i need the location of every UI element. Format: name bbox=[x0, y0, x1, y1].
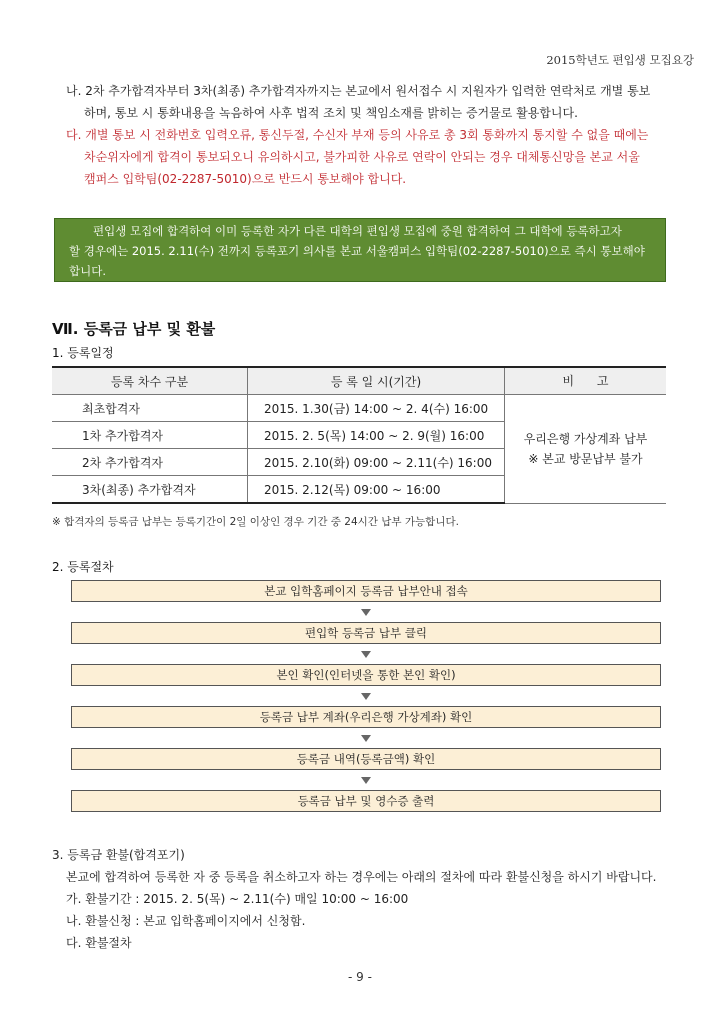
down-arrow-icon bbox=[71, 686, 661, 706]
notice-line-3: 합니다. bbox=[69, 264, 106, 278]
down-arrow-icon bbox=[71, 770, 661, 790]
round-cell: 최초합격자 bbox=[52, 395, 248, 422]
procedure-steps bbox=[71, 580, 661, 812]
refund-section bbox=[52, 844, 692, 954]
page-number: - 9 - bbox=[348, 970, 372, 984]
note-da-line-1: 다. 개별 통보 시 전화번호 입력오류, 통신두절, 수신자 부재 등의 사유로 총 3회 통화까지 통지할 수 없을 때에는 bbox=[66, 128, 649, 142]
refund-item-procedure: 다. 환불절차 bbox=[66, 936, 132, 950]
schedule-subtitle: 1. 등록일정 bbox=[52, 346, 114, 360]
refund-item-apply: 나. 환불신청 : 본교 입학홈페이지에서 신청함. bbox=[66, 914, 306, 928]
procedure-step-4: 등록금 납부 계좌(우리은행 가상계좌) 확인 bbox=[71, 706, 661, 728]
header-period: 등 록 일 시(기간) bbox=[248, 367, 505, 395]
schedule-footnote: ※ 합격자의 등록금 납부는 등록기간이 2일 이상인 경우 기간 중 24시간 납부 가능합니다. bbox=[52, 516, 459, 528]
note-na bbox=[66, 80, 686, 124]
schedule-header-row bbox=[52, 367, 666, 395]
section-title: Ⅶ. 등록금 납부 및 환불 bbox=[52, 320, 216, 338]
procedure-step-3: 본인 확인(인터넷을 통한 본인 확인) bbox=[71, 664, 661, 686]
header-round: 등록 차수 구분 bbox=[52, 367, 248, 395]
remark-line-1: 우리은행 가상계좌 납부 bbox=[523, 431, 648, 446]
down-arrow-icon bbox=[71, 728, 661, 748]
down-arrow-icon bbox=[71, 602, 661, 622]
schedule-table bbox=[52, 366, 666, 504]
notice-box bbox=[54, 218, 666, 282]
period-cell: 2015. 2.10(화) 09:00 ~ 2.11(수) 16:00 bbox=[248, 449, 505, 476]
table-row bbox=[52, 395, 666, 422]
refund-intro: 본교에 합격하여 등록한 자 중 등록을 취소하고자 하는 경우에는 아래의 절차에 따라 환불신청을 하시기 바랍니다. bbox=[66, 870, 657, 884]
round-cell: 1차 추가합격자 bbox=[52, 422, 248, 449]
notice-line-1: 편입생 모집에 합격하여 이미 등록한 자가 다른 대학의 편입생 모집에 중원 합격하여 그 대학에 등록하고자 bbox=[93, 224, 622, 238]
note-da-line-2: 차순위자에게 합격이 통보되오니 유의하시고, 불가피한 사유로 연락이 안되는 경우 대체통신망을 본교 서울 bbox=[84, 150, 640, 164]
refund-item-period: 가. 환불기간 : 2015. 2. 5(목) ~ 2.11(수) 매일 10:00 ~ 16:00 bbox=[66, 892, 409, 906]
note-da bbox=[66, 124, 686, 190]
round-cell: 2차 추가합격자 bbox=[52, 449, 248, 476]
round-cell: 3차(최종) 추가합격자 bbox=[52, 476, 248, 504]
down-arrow-icon bbox=[71, 644, 661, 664]
note-da-line-3: 캠퍼스 입학팀(02-2287-5010)으로 반드시 통보해야 합니다. bbox=[84, 172, 407, 186]
remark-line-2: ※ 본교 방문납부 불가 bbox=[528, 451, 643, 466]
remark-cell bbox=[505, 395, 667, 504]
period-cell: 2015. 1.30(금) 14:00 ~ 2. 4(수) 16:00 bbox=[248, 395, 505, 422]
procedure-step-5: 등록금 내역(등록금액) 확인 bbox=[71, 748, 661, 770]
procedure-step-2: 편입학 등록금 납부 클릭 bbox=[71, 622, 661, 644]
procedure-subtitle: 2. 등록절차 bbox=[52, 560, 114, 574]
note-na-line-2: 하며, 통보 시 통화내용을 녹음하여 사후 법적 조치 및 책임소재를 밝히는 증거물로 활용합니다. bbox=[84, 106, 578, 120]
period-cell: 2015. 2.12(목) 09:00 ~ 16:00 bbox=[248, 476, 505, 504]
header-remark: 비 고 bbox=[505, 367, 667, 395]
note-na-line-1: 나. 2차 추가합격자부터 3차(최종) 추가합격자까지는 본교에서 원서접수 시 지원자가 입력한 연락처로 개별 통보 bbox=[66, 84, 651, 98]
notice-line-2: 할 경우에는 2015. 2.11(수) 전까지 등록포기 의사를 본교 서울캠퍼스 입학팀(02-2287-5010)으로 즉시 통보해야 bbox=[69, 244, 645, 258]
period-cell: 2015. 2. 5(목) 14:00 ~ 2. 9(월) 16:00 bbox=[248, 422, 505, 449]
page-header: 2015학년도 편입생 모집요강 bbox=[546, 53, 694, 67]
procedure-step-6: 등록금 납부 및 영수증 출력 bbox=[71, 790, 661, 812]
procedure-step-1: 본교 입학홈페이지 등록금 납부안내 접속 bbox=[71, 580, 661, 602]
refund-subtitle: 3. 등록금 환불(합격포기) bbox=[52, 848, 185, 862]
